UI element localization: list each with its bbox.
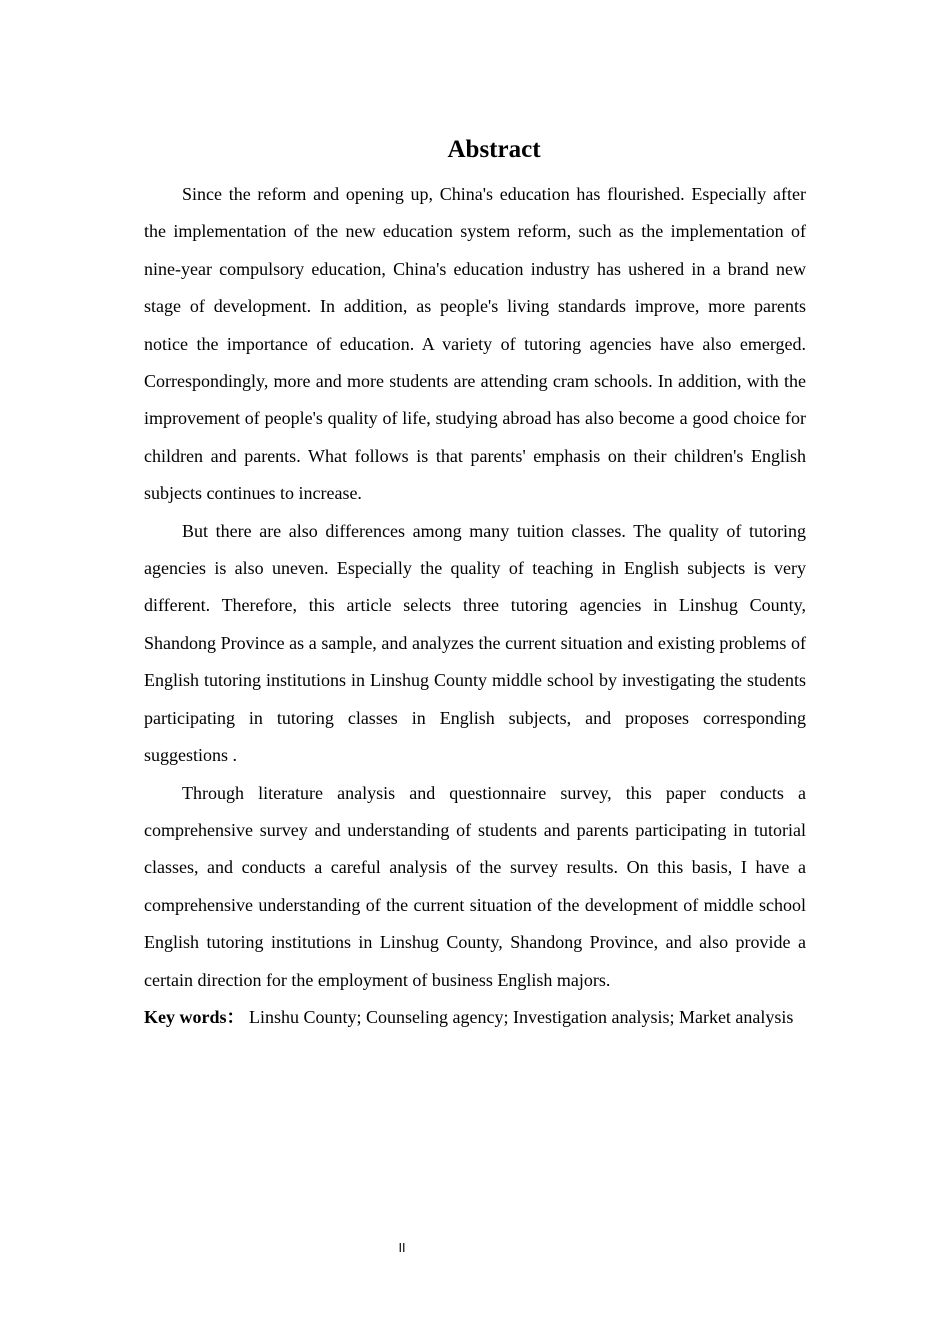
keywords-text: Linshu County; Counseling agency; Investigation analysis; Market analysis (249, 1006, 794, 1027)
abstract-title: Abstract (447, 136, 541, 163)
keywords-line (144, 999, 806, 1036)
page-number: II (398, 1241, 406, 1255)
abstract-paragraph-3: Through literature analysis and questionnaire survey, this paper conducts a comprehensive survey and understanding of students and parents participating in tutorial classes, and conducts a careful analysis of the survey results. On this basis, I have a comprehensive understanding of the current situation of the development of middle school English tutoring institutions in Linshug County, Shandong Province, and also provide a certain direction for the employment of business English majors. (144, 782, 806, 990)
abstract-section (144, 133, 806, 1036)
keywords-label: Key words： (144, 1006, 245, 1027)
abstract-paragraph-1: Since the reform and opening up, China's education has flourished. Especially after the implementation of the new education system reform, such as the implementation of nine-year compulsory education, China's education industry has ushered in a brand new stage of development. In addition, as people's living standards improve, more parents notice the importance of education. A variety of tutoring agencies have also emerged. Correspondingly, more and more students are attending cram schools. In addition, with the improvement of people's quality of life, studying abroad has also become a good choice for children and parents. What follows is that parents' emphasis on their children's English subjects continues to increase. (144, 184, 806, 504)
abstract-paragraph-2: But there are also differences among many tuition classes. The quality of tutoring agencies is also uneven. Especially the quality of teaching in English subjects is very different. Therefore, this article selects three tutoring agencies in Linshug County, Shandong Province as a sample, and analyzes the current situation and existing problems of English tutoring institutions in Linshug County middle school by investigating the students participating in tutoring classes in English subjects, and proposes corresponding suggestions . (144, 520, 806, 766)
